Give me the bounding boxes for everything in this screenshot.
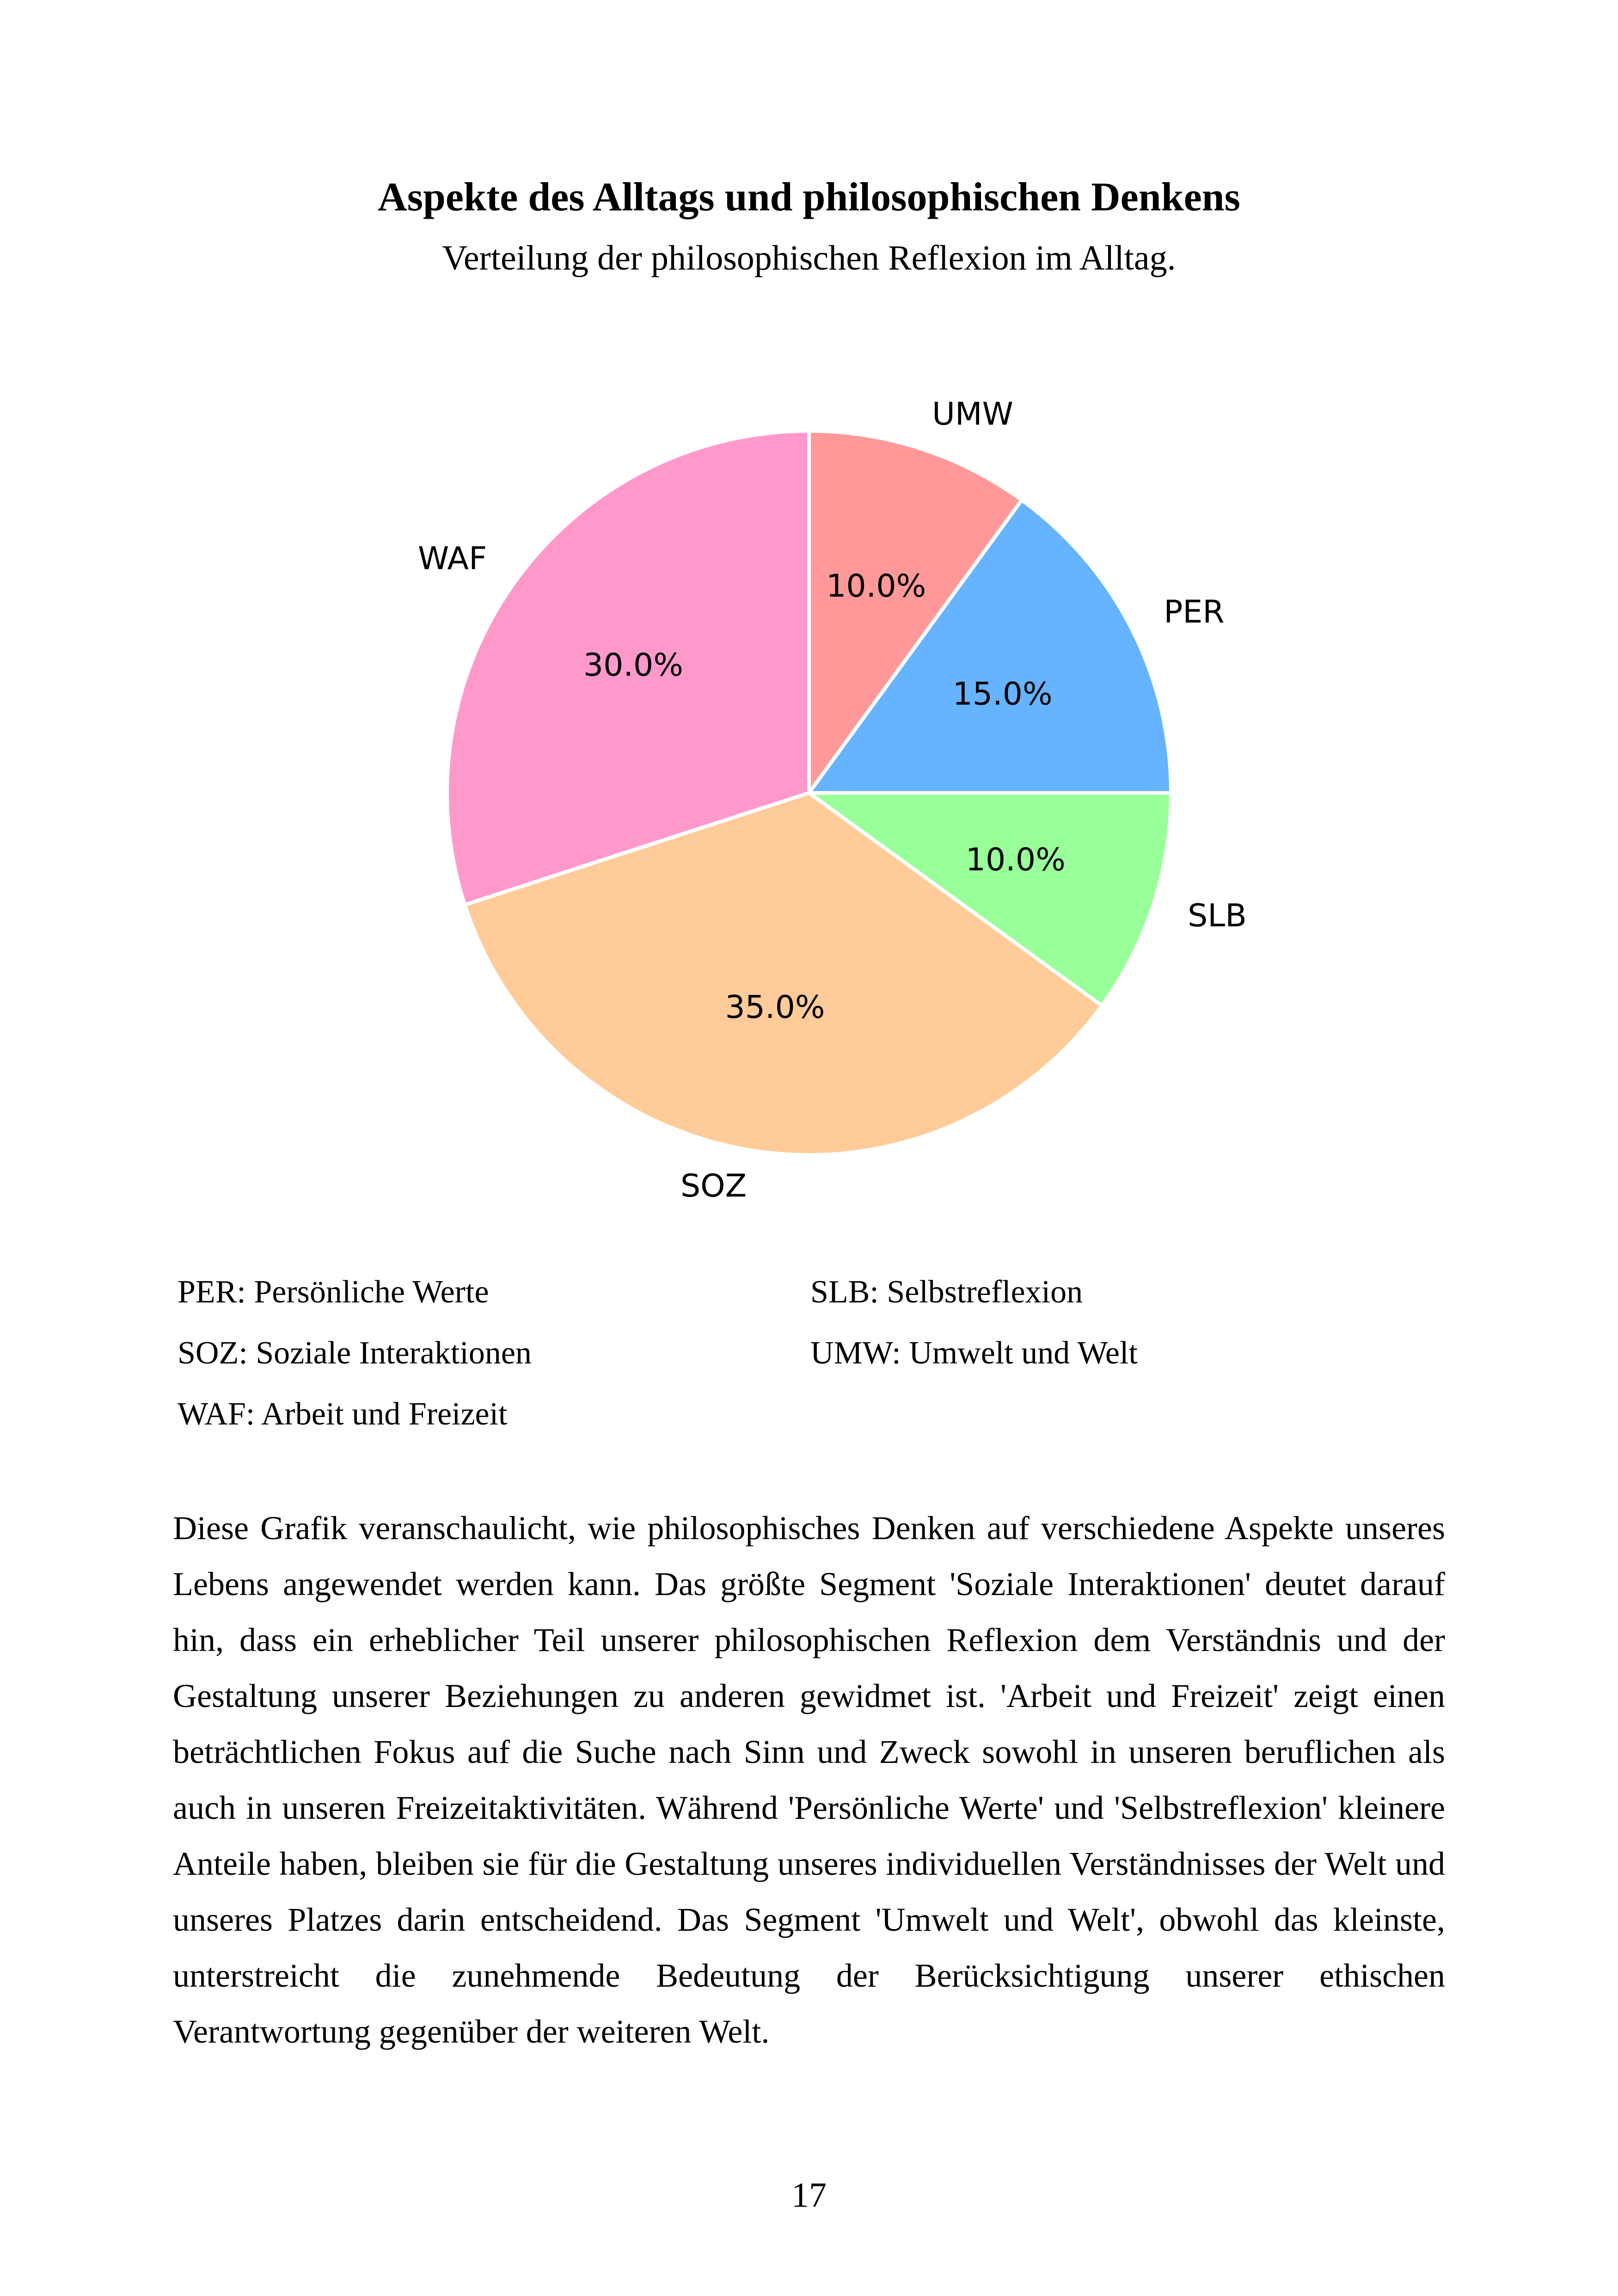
legend-item-per: PER: Persönliche Werte [178,1274,489,1310]
slice-value-label-umw: 10.0% [826,568,926,605]
description-paragraph: Diese Grafik veranschaulicht, wie philosophisches Denken auf verschiedene Aspekte unseres Lebens angewendet werden kann. Das größte Segment 'Soziale Interaktionen' deutet darauf hin, dass ein erheblicher Teil unserer philosophischen Reflexion dem Verständnis und der Gestaltung unserer Beziehungen zu anderen gewidmet ist. 'Arbeit und Freizeit' zeigt einen beträchtlichen Fokus auf die Suche nach Sinn und Zweck sowohl in unseren beruflichen als auch in unseren Freizeitaktivitäten. Während 'Persönliche Werte' und 'Selbstreflexion' kleinere Anteile haben, bleiben sie für die Gestaltung unseres individuellen Verständnisses der Welt und unseres Platzes darin entscheidend. Das Segment 'Umwelt und Welt', obwohl das kleinste, unterstreicht die zunehmende Bedeutung der Berücksichtigung unserer ethischen Verantwortung gegenüber der weiteren Welt. [173,1510,1445,2050]
slice-value-label-per: 15.0% [952,676,1053,713]
slice-value-label-soz: 35.0% [725,989,825,1026]
slice-category-label-waf: WAF [418,540,487,577]
slice-category-label-umw: UMW [932,396,1013,433]
legend-item-slb: SLB: Selbstreflexion [810,1274,1083,1310]
chart-subtitle: Verteilung der philosophischen Reflexion im Alltag. [442,239,1176,277]
slice-category-label-per: PER [1164,594,1225,631]
legend-item-waf: WAF: Arbeit und Freizeit [178,1396,508,1432]
chart-title: Aspekte des Alltags und philosophischen Denkens [378,175,1240,220]
slice-value-label-waf: 30.0% [583,647,683,684]
slice-category-label-slb: SLB [1188,897,1247,934]
legend-item-umw: UMW: Umwelt und Welt [810,1335,1138,1371]
slice-value-label-slb: 10.0% [965,841,1066,878]
legend-item-soz: SOZ: Soziale Interaktionen [178,1335,532,1371]
page-number: 17 [791,2176,827,2215]
slice-category-label-soz: SOZ [680,1168,747,1205]
